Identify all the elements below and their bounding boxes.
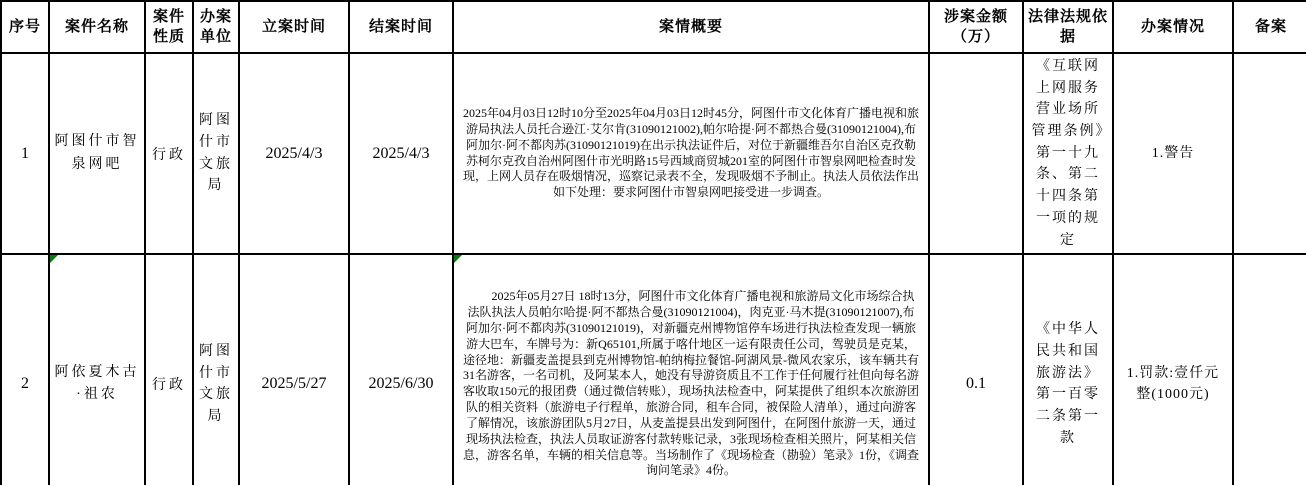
row2-summary-cell — [453, 254, 929, 485]
col-header-amount: 涉案金额（万） — [929, 1, 1023, 53]
header-row — [1, 1, 1306, 53]
row2-legal-basis-cell: 《中华人民共和国旅游法》第一百零二条第一款 — [1023, 254, 1113, 485]
col-header-seq: 序号 — [1, 1, 49, 53]
col-header-legal-basis: 法律法规依据 — [1023, 1, 1113, 53]
table-row — [1, 254, 1306, 485]
row2-amount-cell: 0.1 — [929, 254, 1023, 485]
col-header-filing-date: 立案时间 — [239, 1, 349, 53]
col-header-case-name: 案件名称 — [49, 1, 145, 53]
row1-legal-basis-cell: 《互联网上网服务营业场所管理条例》第一十九条、第二十四条第一项的规定 — [1023, 53, 1113, 254]
row2-summary-text: 2025年05月27日 18时13分，阿图什市文化体育广播电视和旅游局文化市场综合执法队执法人员帕尔哈提·阿不都热合曼(31090121004)，肉克亚·马木提(31090121007),布阿加尔·阿不都肉苏(31090121019)，对新疆克州博物馆停车场进行执法检查发现一辆旅游大巴车，车牌号为：新Q65101,所属于喀什地区一运有限责任公司，驾驶员是克某，途径地：新疆麦盖提县到克州博物馆-帕纳梅拉餐馆-阿湖风景-微风农家乐，该车辆共有31名游客，一名司机，及阿某本人，她没有导游资质且不工作于任何履行社但向每名游客收取150元的报团费（通过微信转账），现场执法检查中，阿某提供了组织本次旅游团队的相关资料（旅游电子行程单，旅游合同，租车合同，被保险人清单），通过向游客了解情况，该旅游团队5月27日，从麦盖提县出发到阿图什，在阿图什旅游一天，通过现场执法检查，执法人员取证游客付款转账记录，3张现场检查相关照片，阿某相关信息，游客名单，车辆的相关信息等。当场制作了《现场检查（勘验）笔录》1份，《调查询问笔录》4份。 — [463, 289, 920, 478]
col-header-handling: 办案情况 — [1113, 1, 1233, 53]
cell-error-flag-icon — [454, 255, 462, 263]
row1-unit-cell: 阿图什市文旅局 — [193, 53, 239, 254]
row2-case-name-cell — [49, 254, 145, 485]
row1-handling-cell: 1.警告 — [1113, 53, 1233, 254]
row1-seq-cell: 1 — [1, 53, 49, 254]
row1-filing-date-cell: 2025/4/3 — [239, 53, 349, 254]
row2-nature-cell: 行政 — [145, 254, 193, 485]
row1-remark-cell — [1233, 53, 1306, 254]
cell-error-flag-icon — [50, 255, 58, 263]
col-header-nature: 案件性质 — [145, 1, 193, 53]
row2-case-name-text: 阿依夏木古·祖农 — [54, 364, 140, 403]
col-header-summary: 案情概要 — [453, 1, 929, 53]
row1-case-name-cell: 阿图什市智泉网吧 — [49, 53, 145, 254]
row2-remark-cell — [1233, 254, 1306, 485]
row1-closing-date-cell: 2025/4/3 — [349, 53, 453, 254]
row1-nature-cell: 行政 — [145, 53, 193, 254]
row1-summary-cell: 2025年04月03日12时10分至2025年04月03日12时45分，阿图什市文化体育广播电视和旅游局执法人员托合逊江·艾尔肯(31090121002),帕尔哈提·阿不都热合曼(31090121004),布阿加尔·阿不都肉苏(31090121019)在出示执法证件后，对位于新疆维吾尔自治区克孜勒苏柯尔克孜自治州阿图什市光明路15号西域商贸城201室的阿图什市智泉网吧检查时发现，上网人员存在吸烟情况，巡察记录表不全，发现吸烟不予制止。执法人员依法作出如下处理：要求阿图什市智泉网吧接受进一步调查。 — [453, 53, 929, 254]
row1-amount-cell — [929, 53, 1023, 254]
row2-handling-cell: 1.罚款:壹仟元整(1000元) — [1113, 254, 1233, 485]
col-header-unit: 办案单位 — [193, 1, 239, 53]
row2-filing-date-cell: 2025/5/27 — [239, 254, 349, 485]
row2-unit-cell: 阿图什市文旅局 — [193, 254, 239, 485]
col-header-remark: 备案 — [1233, 1, 1306, 53]
table-row — [1, 53, 1306, 254]
col-header-closing-date: 结案时间 — [349, 1, 453, 53]
row2-seq-cell: 2 — [1, 254, 49, 485]
row2-closing-date-cell: 2025/6/30 — [349, 254, 453, 485]
